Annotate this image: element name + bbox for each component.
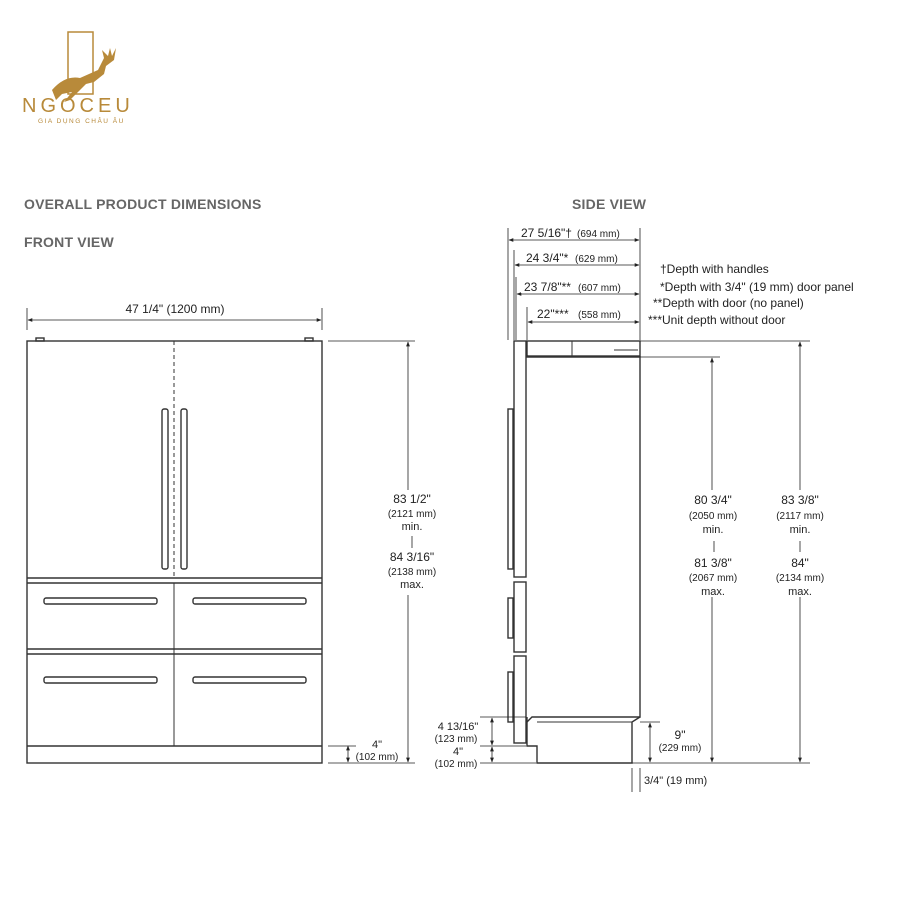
depth2-in: 24 3/4"* <box>526 251 569 265</box>
front-height-max-in: 84 3/16" <box>389 550 435 564</box>
outer-height-min-in: 83 3/8" <box>781 493 819 507</box>
inner-max-label: max. <box>701 586 725 598</box>
outer-height-min-mm: (2117 mm) <box>776 511 824 522</box>
depth3-mm: (607 mm) <box>578 283 621 294</box>
left-door-handle <box>162 409 168 569</box>
overall-heading: OVERALL PRODUCT DIMENSIONS <box>24 196 262 212</box>
front-toe-in: 4" <box>371 739 383 751</box>
front-height-max-mm: (2138 mm) <box>387 567 437 578</box>
legend-handles: †Depth with handles <box>660 262 769 276</box>
front-height-min-mm: (2121 mm) <box>387 509 437 520</box>
drawer2-left-handle <box>44 677 157 683</box>
legend-unit: ***Unit depth without door <box>648 313 786 327</box>
front-min-label: min. <box>401 521 423 533</box>
side-toe-in: 4" <box>452 746 464 758</box>
side-height-dimensions <box>480 341 810 792</box>
front-height-min-in: 83 1/2" <box>393 492 431 506</box>
front-toe-mm: (102 mm) <box>355 752 399 763</box>
depth2-mm: (629 mm) <box>575 254 618 265</box>
front-view-drawing <box>27 338 322 763</box>
side-handle-upper <box>508 409 513 569</box>
legend-panel: *Depth with 3/4" (19 mm) door panel <box>660 280 854 294</box>
nine-in: 9" <box>674 728 686 742</box>
outer-max-label: max. <box>788 586 812 598</box>
inner-height-max-in: 81 3/8" <box>694 556 732 570</box>
front-width-label: 47 1/4" (1200 mm) <box>125 302 225 316</box>
nine-mm: (229 mm) <box>658 743 702 754</box>
depth1-in: 27 5/16"† <box>521 226 572 240</box>
front-max-label: max. <box>400 579 424 591</box>
inner-height-max-mm: (2067 mm) <box>688 573 738 584</box>
gap-in: 4 13/16" <box>437 721 479 733</box>
side-toe-mm: (102 mm) <box>434 759 478 770</box>
depth1-mm: (694 mm) <box>577 229 620 240</box>
brand-tagline: GIA DỤNG CHÂU ÂU <box>38 118 125 125</box>
side-door-middle <box>514 582 526 652</box>
drawer2-right-handle <box>193 677 306 683</box>
depth4-mm: (558 mm) <box>578 310 621 321</box>
drawer1-right-handle <box>193 598 306 604</box>
inner-height-min-in: 80 3/4" <box>694 493 732 507</box>
outer-height-max-in: 84" <box>791 556 809 570</box>
side-view-drawing <box>508 341 640 763</box>
drawer1-left-handle <box>44 598 157 604</box>
right-door-handle <box>181 409 187 569</box>
side-view-heading: SIDE VIEW <box>572 196 647 212</box>
inner-min-label: min. <box>702 524 724 536</box>
depth3-in: 23 7/8"** <box>524 280 571 294</box>
panel-thickness: 3/4" (19 mm) <box>644 775 708 787</box>
outer-height-max-mm: (2134 mm) <box>775 573 825 584</box>
side-door-upper <box>514 341 526 577</box>
side-door-lower <box>514 656 526 743</box>
outer-min-label: min. <box>789 524 811 536</box>
brand-name: NGOCEU <box>22 95 134 117</box>
inner-height-min-mm: (2050 mm) <box>688 511 738 522</box>
legend-door: **Depth with door (no panel) <box>653 296 804 310</box>
front-view-heading: FRONT VIEW <box>24 234 114 250</box>
depth4-in: 22"*** <box>537 307 569 321</box>
gap-mm: (123 mm) <box>434 734 478 745</box>
